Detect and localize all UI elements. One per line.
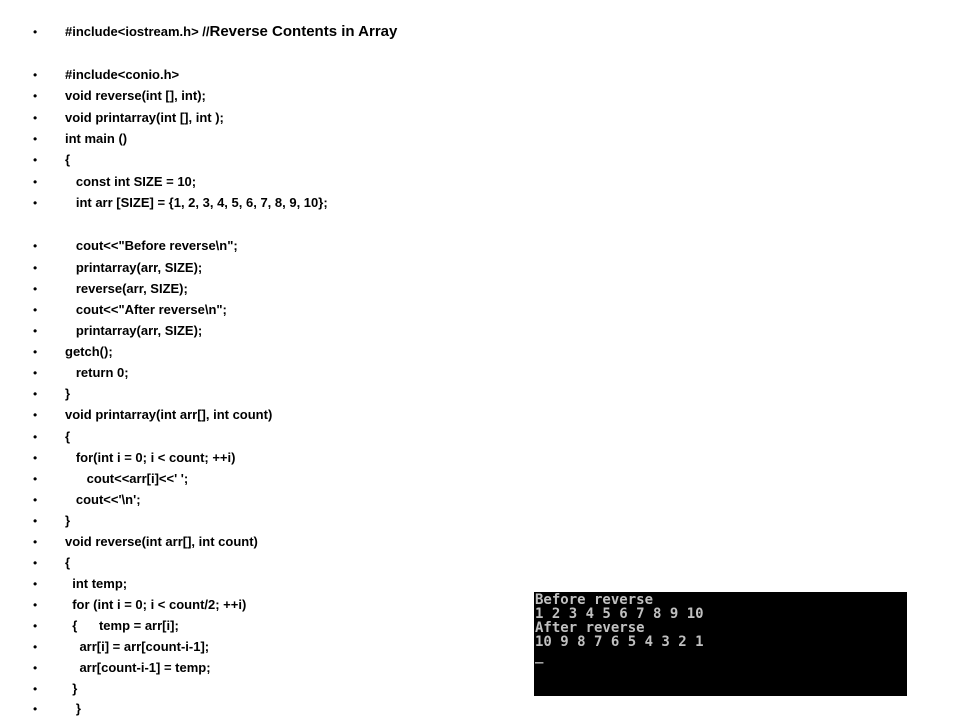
code-line-text: { temp = arr[i];	[65, 618, 179, 633]
code-line	[0, 574, 520, 594]
code-line-text: }	[65, 701, 81, 716]
code-line-text: }	[65, 681, 78, 696]
bullet-icon: •	[33, 89, 38, 103]
bullet-icon: •	[33, 451, 38, 465]
bullet-icon: •	[33, 556, 38, 570]
code-line	[0, 321, 520, 341]
bullet-icon: •	[33, 366, 38, 380]
bullet-icon: •	[33, 702, 38, 716]
bullet-icon: •	[33, 514, 38, 528]
bullet-icon: •	[33, 175, 38, 189]
code-line-text: return 0;	[65, 365, 129, 380]
code-line-text: printarray(arr, SIZE);	[65, 260, 203, 275]
console-line: After reverse	[535, 620, 645, 636]
code-line-text: void reverse(int [], int);	[65, 88, 206, 103]
code-line	[0, 553, 520, 573]
code-line	[0, 236, 520, 256]
code-line	[0, 86, 520, 106]
code-line-text: #include<conio.h>	[65, 67, 180, 82]
code-line	[0, 616, 520, 636]
code-line-text: void printarray(int arr[], int count)	[65, 407, 273, 422]
bullet-icon: •	[33, 153, 38, 167]
code-line-text: {	[65, 429, 71, 444]
console-line: 1 2 3 4 5 6 7 8 9 10	[535, 606, 704, 622]
code-line	[0, 22, 520, 42]
code-line	[0, 679, 520, 699]
code-line-text: cout<<'\n';	[65, 492, 141, 507]
bullet-icon: •	[33, 535, 38, 549]
console-output-screenshot	[534, 592, 907, 696]
code-line	[0, 65, 520, 85]
bullet-icon: •	[33, 640, 38, 654]
code-line-text: void printarray(int [], int );	[65, 110, 224, 125]
bullet-icon: •	[33, 324, 38, 338]
code-line	[0, 658, 520, 678]
code-line-text: for (int i = 0; i < count/2; ++i)	[65, 597, 247, 612]
code-line-text: {	[65, 152, 71, 167]
code-line	[0, 258, 520, 278]
code-line-text: cout<<"Before reverse\n";	[65, 238, 238, 253]
code-line-text: for(int i = 0; i < count; ++i)	[65, 450, 236, 465]
bullet-icon: •	[33, 282, 38, 296]
console-line: Before reverse	[535, 592, 654, 608]
code-line	[0, 532, 520, 552]
bullet-icon: •	[33, 261, 38, 275]
code-line-text: printarray(arr, SIZE);	[65, 323, 203, 338]
bullet-icon: •	[33, 619, 38, 633]
code-line-text: {	[65, 555, 71, 570]
code-line-text: arr[i] = arr[count-i-1];	[65, 639, 210, 654]
bullet-icon: •	[33, 682, 38, 696]
bullet-icon: •	[33, 430, 38, 444]
console-cursor: _	[535, 648, 544, 664]
bullet-icon: •	[33, 387, 38, 401]
bullet-icon: •	[33, 598, 38, 612]
bullet-icon: •	[33, 472, 38, 486]
code-line	[0, 427, 520, 447]
code-line-text: int arr [SIZE] = {1, 2, 3, 4, 5, 6, 7, 8, 9, 10};	[65, 195, 328, 210]
code-line-text: int temp;	[65, 576, 128, 591]
code-line	[0, 279, 520, 299]
code-line-text: #include<iostream.h> //Reverse Contents in Array	[65, 23, 398, 40]
code-line-text: void reverse(int arr[], int count)	[65, 534, 258, 549]
code-line	[0, 448, 520, 468]
code-line	[0, 300, 520, 320]
code-line	[0, 511, 520, 531]
code-line	[0, 699, 520, 719]
bullet-icon: •	[33, 111, 38, 125]
bullet-icon: •	[33, 303, 38, 317]
code-line	[0, 172, 520, 192]
code-line	[0, 490, 520, 510]
code-line-text: reverse(arr, SIZE);	[65, 281, 188, 296]
code-line-text: cout<<arr[i]<<' ';	[65, 471, 189, 486]
bullet-icon: •	[33, 196, 38, 210]
bullet-icon: •	[33, 132, 38, 146]
code-line-text: }	[65, 386, 71, 401]
bullet-icon: •	[33, 345, 38, 359]
code-line	[0, 405, 520, 425]
code-line-text: arr[count-i-1] = temp;	[65, 660, 211, 675]
bullet-icon: •	[33, 661, 38, 675]
code-line	[0, 469, 520, 489]
code-line	[0, 193, 520, 213]
code-line	[0, 150, 520, 170]
code-line	[0, 595, 520, 615]
code-line	[0, 384, 520, 404]
code-line	[0, 363, 520, 383]
console-line: 10 9 8 7 6 5 4 3 2 1	[535, 634, 704, 650]
code-line	[0, 637, 520, 657]
bullet-icon: •	[33, 408, 38, 422]
code-line	[0, 108, 520, 128]
bullet-icon: •	[33, 493, 38, 507]
code-line-text: }	[65, 513, 71, 528]
bullet-icon: •	[33, 239, 38, 253]
code-line-text: const int SIZE = 10;	[65, 174, 197, 189]
code-line	[0, 129, 520, 149]
program-title: Reverse Contents in Array	[209, 23, 398, 40]
code-line-text: getch();	[65, 344, 113, 359]
bullet-icon: •	[33, 68, 38, 82]
bullet-icon: •	[33, 25, 38, 39]
code-line-text: cout<<"After reverse\n";	[65, 302, 227, 317]
code-line-text: int main ()	[65, 131, 128, 146]
code-line	[0, 342, 520, 362]
bullet-icon: •	[33, 577, 38, 591]
